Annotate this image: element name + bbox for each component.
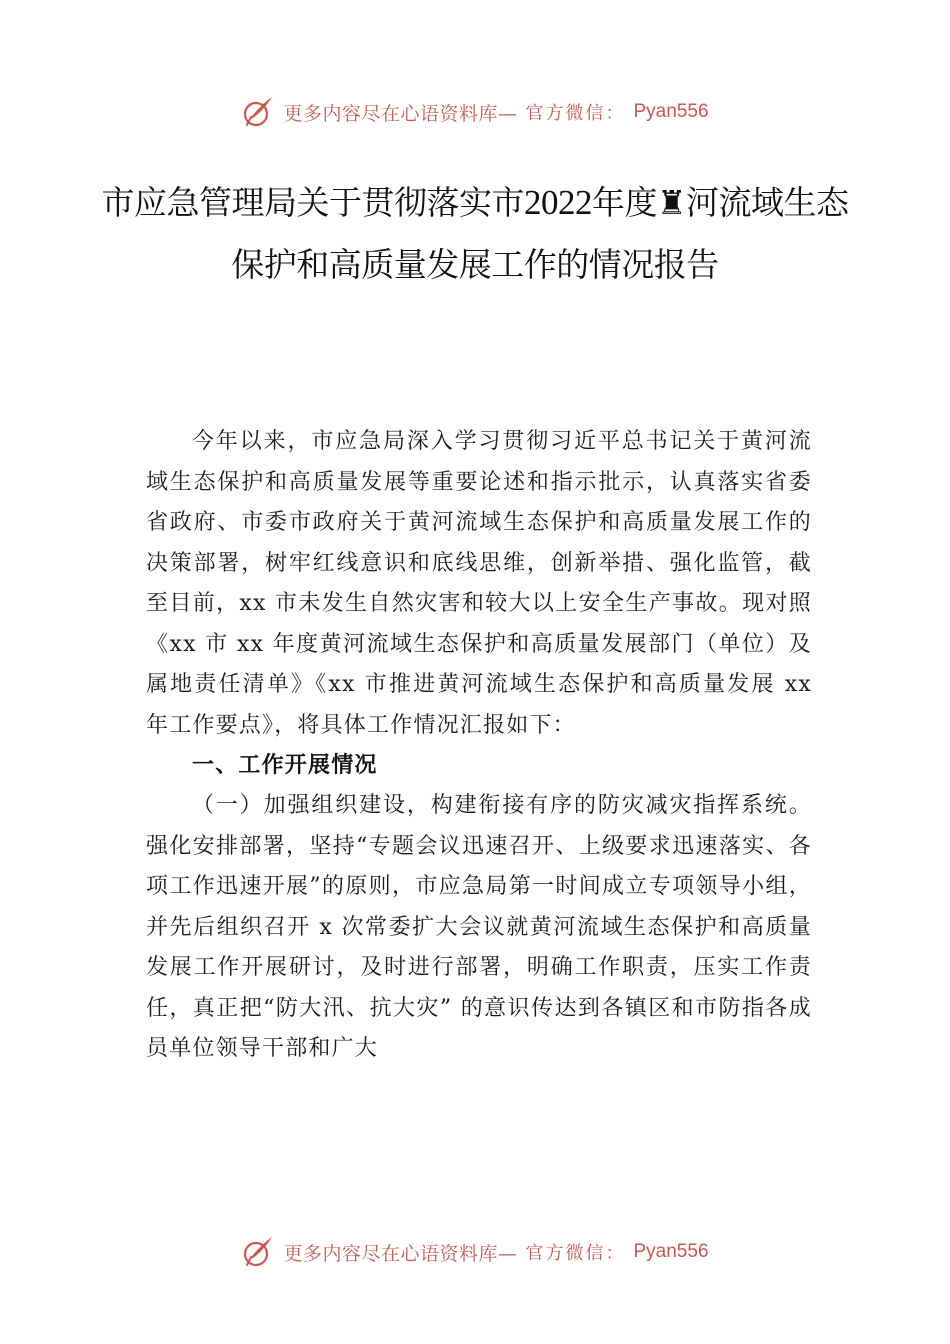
banner-wechat-id: Pyan556: [633, 101, 709, 122]
section-heading-1: 一、工作开展情况: [192, 753, 378, 778]
header-watermark-banner: [0, 92, 950, 132]
quill-pen-logo-icon: [241, 1235, 275, 1269]
title-year: 2022: [523, 183, 592, 222]
intro-paragraph: 今年以来，市应急局深入学习贯彻习近平总书记关于黄河流域生态保护和高质量发展等重要论述和指示批示，认真落实省委省政府、市委市政府关于黄河流域生态保护和高质量发展工作的决策部署，树牢红线意识和底线思维，创新举措、强化监管，截至目前，xx 市未发生自然灾害和较大以上安全生产事故。现对照《xx 市 xx 年度黄河流域生态保护和高质量发展部门（单位）及属地责任清单》《xx 市推进黄河流域生态保护和高质量发展 xx 年工作要点》，将具体工作情况汇报如下：: [146, 429, 812, 738]
banner-wechat-label: 官方微信：: [525, 103, 626, 124]
banner-wechat-label: 官方微信：: [525, 1243, 626, 1264]
banner-text: 更多内容尽在心语资料库—: [283, 1242, 518, 1265]
title-part2: 年度♜河流域生态保护和高质量发展工作的情况报告: [231, 183, 849, 284]
banner-wechat-id: Pyan556: [633, 1241, 709, 1262]
section1-paragraph: （一）加强组织建设，构建衔接有序的防灾减灾指挥系统。强化安排部署，坚持“专题会议迅速召开、上级要求迅速落实、各项工作迅速开展”的原则，市应急局第一时间成立专项领导小组，并先后组织召开 x 次常委扩大会议就黄河流域生态保护和高质量发展工作开展研讨，及时进行部署，明确工作职责，压实工作责任，真正把“防大汛、抗大灾” 的意识传达到各镇区和市防指各成员单位领导干部和广大: [146, 793, 812, 1061]
document-title: [100, 172, 850, 296]
quill-pen-logo-icon: [241, 95, 275, 129]
footer-watermark-banner: [0, 1232, 950, 1272]
banner-text: 更多内容尽在心语资料库—: [283, 102, 518, 125]
title-part1: 市应急管理局关于贯彻落实市: [101, 183, 524, 222]
document-body: [146, 422, 812, 1070]
